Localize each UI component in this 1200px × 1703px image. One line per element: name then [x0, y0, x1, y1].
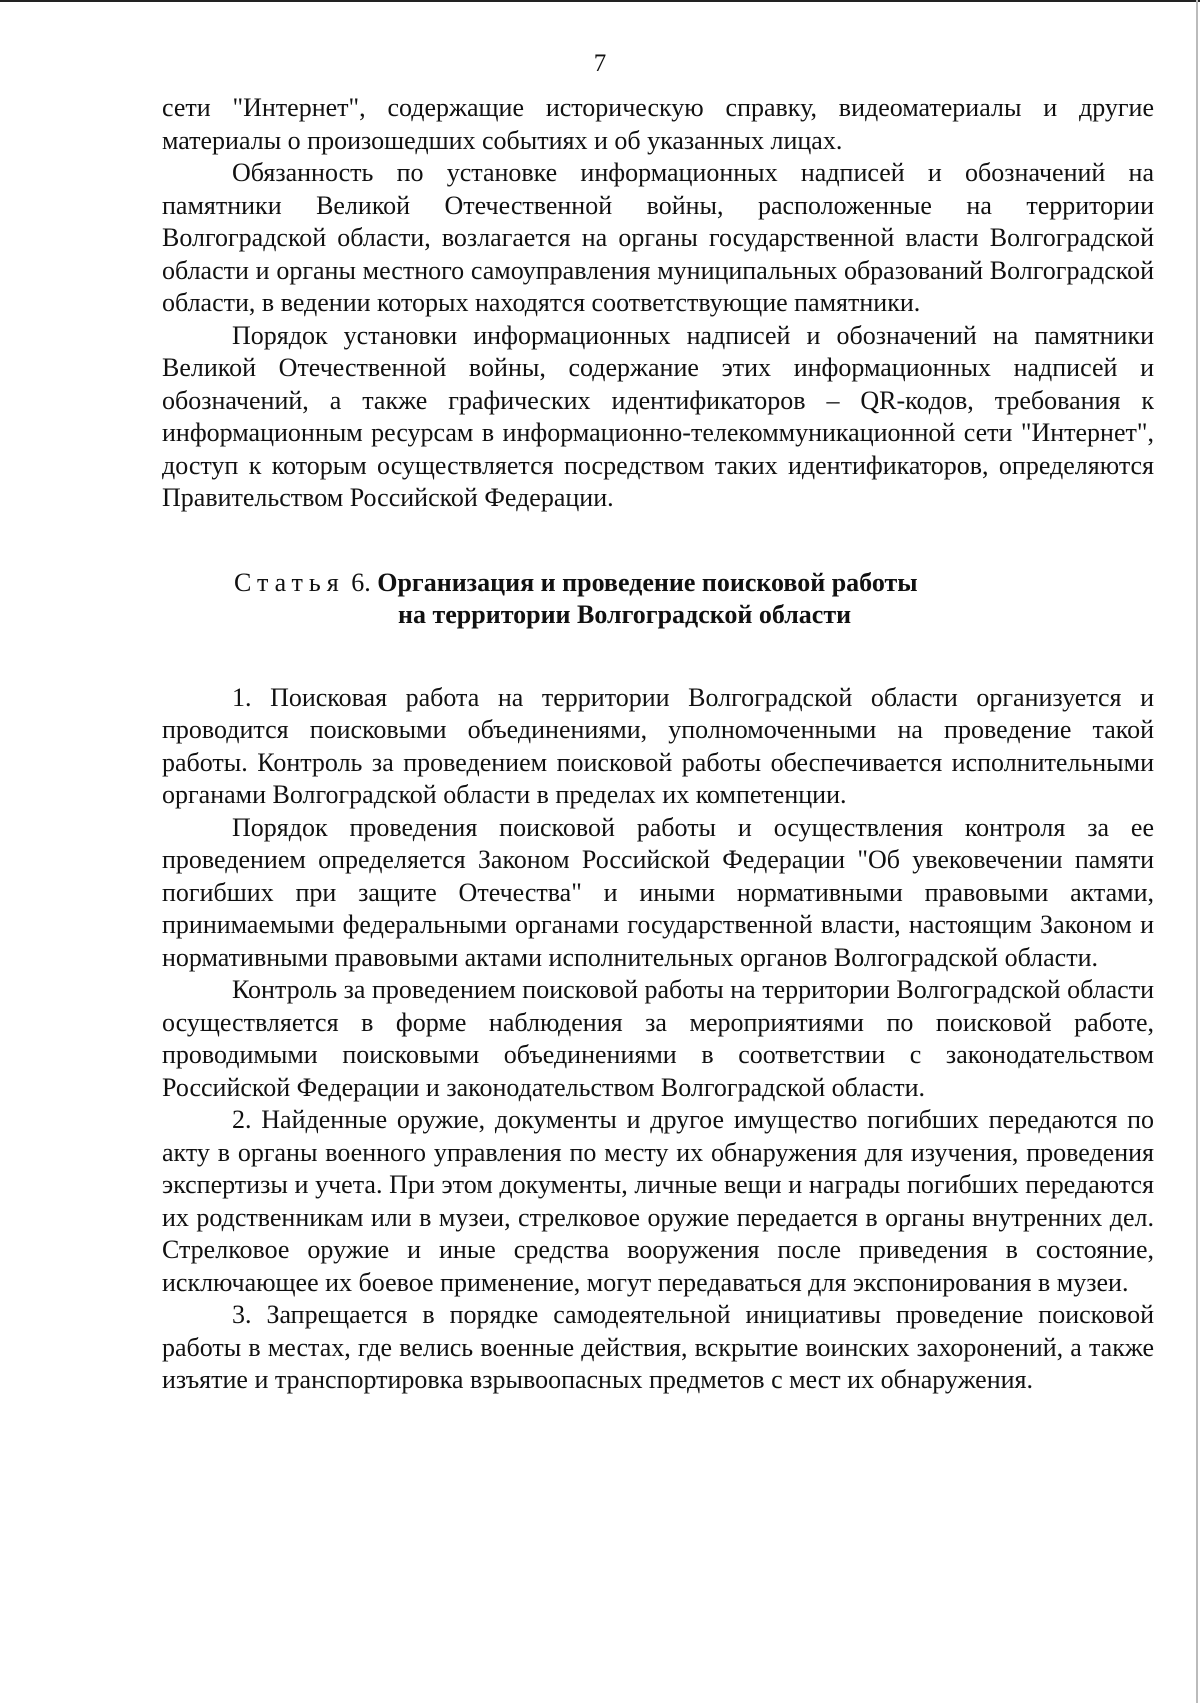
paragraph-before-2: Порядок установки информационных надписей и обозначений на памятники Великой Отечественной войны, содержание этих информационных надписей и обозначений, а также графических идентификаторов – QR-кодов, требования к информационным ресурсам в информационно-телекоммуникационной сети "Интернет", доступ к которым осуществляется посредством таких идентификаторов, определяются Правительством Российской Федерации.: [162, 320, 1154, 512]
article-heading-line1: [162, 567, 1154, 600]
paragraph-before-1: Обязанность по установке информационных надписей и обозначений на памятники Великой Отечественной войны, расположенные на территории Волгоградской области, возлагается на органы государственной власти Волгоградской области и органы местного самоуправления муниципальных образований Волгоградской области, в ведении которых находятся соответствующие памятники.: [162, 158, 1154, 317]
article-number: 6.: [351, 567, 371, 597]
page-number: 7: [593, 50, 607, 77]
article-label: Статья: [234, 567, 345, 597]
page-top-border: [0, 0, 1200, 2]
article-title-line2: на территории Волгоградской области: [398, 600, 852, 629]
paragraph-after-2: Контроль за проведением поисковой работы на территории Волгоградской области осуществляется в форме наблюдения за мероприятиями по поисковой работе, проводимыми поисковыми объединениями в соответствии с законодательством Российской Федерации и законодательством Волгоградской области.: [162, 975, 1154, 1102]
article-title-line1: Организация и проведение поисковой работы: [377, 567, 918, 597]
document-body: [162, 92, 1154, 1397]
article-heading: [162, 567, 1154, 632]
paragraph-after-4: 3. Запрещается в порядке самодеятельной инициативы проведение поисковой работы в местах, где велись военные действия, вскрытие воинских захоронений, а также изъятие и транспортировка взрывоопасных предметов с мест их обнаружения.: [162, 1300, 1154, 1394]
paragraph-after-3: 2. Найденные оружие, документы и другое имущество погибших передаются по акту в органы военного управления по месту их обнаружения для изучения, проведения экспертизы и учета. При этом документы, личные вещи и награды погибших передаются их родственникам или в музеи, стрелковое оружие передается в органы внутренних дел. Стрелковое оружие и иные средства вооружения после приведения в состояние, исключающее их боевое применение, могут передаваться для экспонирования в музеи.: [162, 1105, 1154, 1297]
page-right-border: [1196, 0, 1198, 1703]
paragraph-before-0: сети "Интернет", содержащие историческую справку, видеоматериалы и другие материалы о произошедших событиях и об указанных лицах.: [162, 93, 1154, 155]
paragraph-after-0: 1. Поисковая работа на территории Волгоградской области организуется и проводится поисковыми объединениями, уполномоченными на проведение такой работы. Контроль за проведением поисковой работы обеспечивается исполнительными органами Волгоградской области в пределах их компетенции.: [162, 682, 1154, 809]
paragraph-after-1: Порядок проведения поисковой работы и осуществления контроля за ее проведением определяется Законом Российской Федерации "Об увековечении памяти погибших при защите Отечества" и иными нормативными правовыми актами, принимаемыми федеральными органами государственной власти, настоящим Законом и нормативными правовыми актами исполнительных органов Волгоградской области.: [162, 812, 1154, 972]
